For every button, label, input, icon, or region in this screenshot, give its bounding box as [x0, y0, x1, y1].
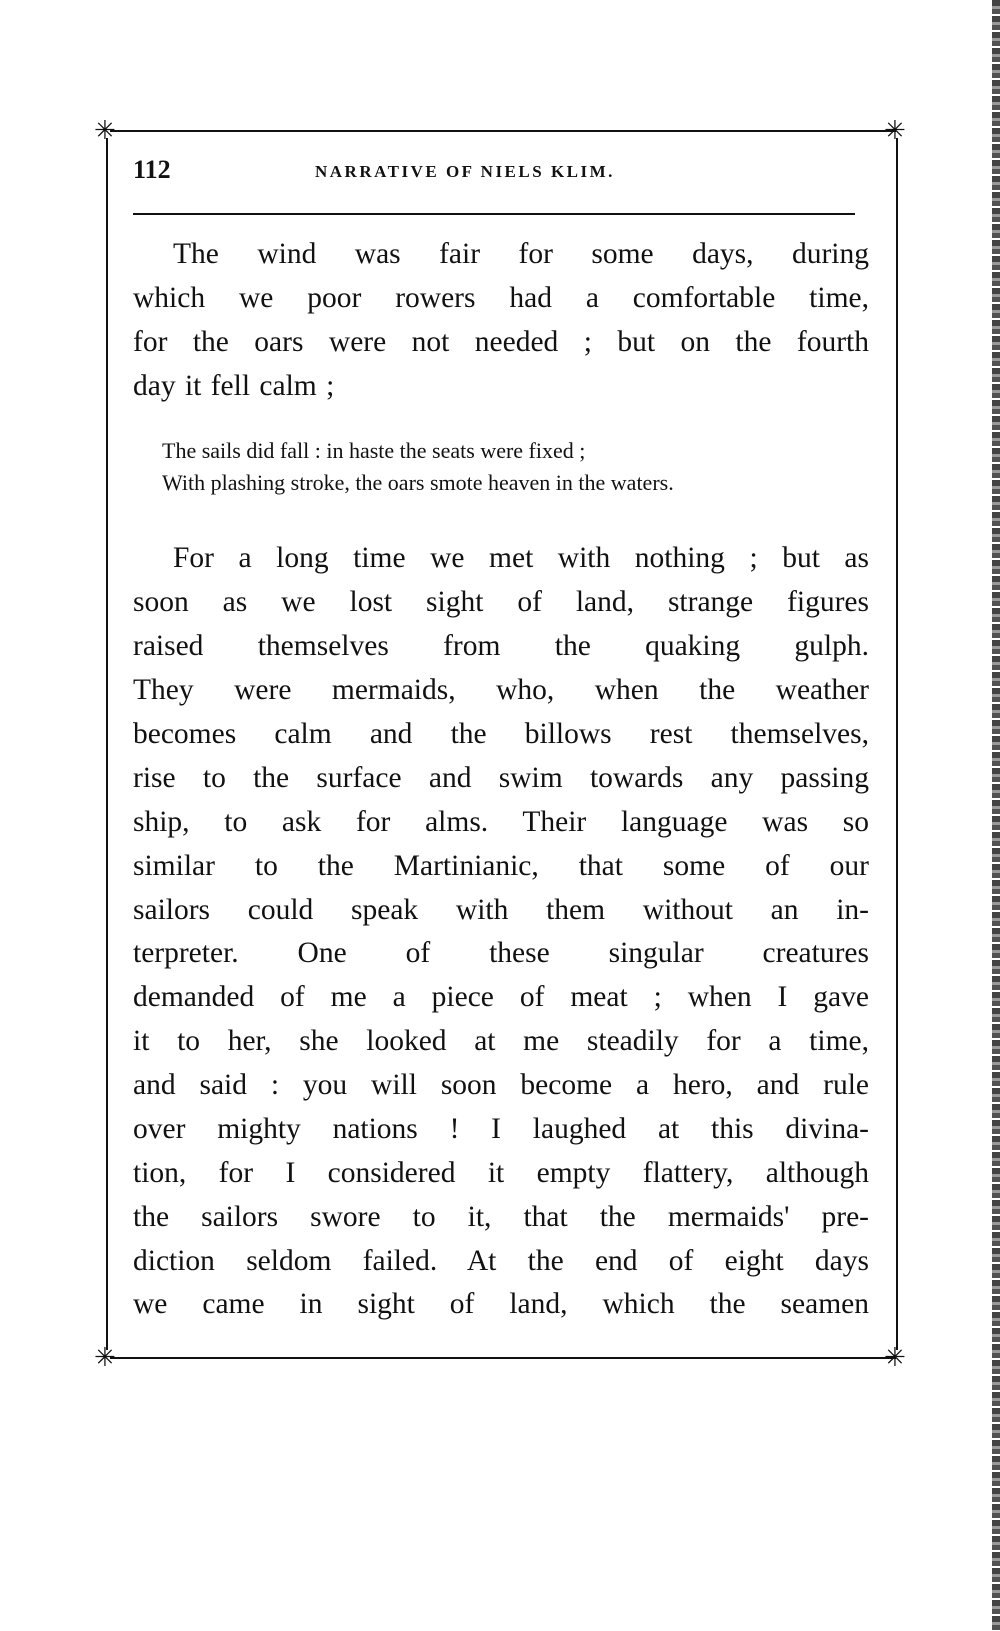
- corner-star-icon: ✳: [94, 1343, 116, 1373]
- text-line: it to her, she looked at me steadily for a time,: [133, 1025, 869, 1057]
- frame-top-rule: [110, 130, 896, 132]
- text-line: soon as we lost sight of land, strange figures: [133, 586, 869, 618]
- text-line: They were mermaids, who, when the weather: [133, 674, 869, 706]
- page-edge-shadow: [992, 0, 1000, 1631]
- text-line: and said : you will soon become a hero, and rule: [133, 1069, 869, 1101]
- text-line: The wind was fair for some days, during: [173, 238, 869, 270]
- text-line: sailors could speak with them without an in-: [133, 894, 869, 926]
- frame-left-rule: [106, 138, 108, 1350]
- corner-star-icon: ✳: [94, 116, 116, 146]
- text-line: day it fell calm ;: [133, 370, 335, 402]
- text-line: tion, for I considered it empty flattery, although: [133, 1157, 869, 1189]
- text-line: the sailors swore to it, that the mermaids' pre-: [133, 1201, 869, 1233]
- text-line: over mighty nations ! I laughed at this divina-: [133, 1113, 869, 1145]
- text-line: we came in sight of land, which the seamen: [133, 1288, 869, 1320]
- frame-bottom-rule: [110, 1357, 896, 1359]
- text-line: demanded of me a piece of meat ; when I gave: [133, 981, 869, 1013]
- header-rule: [133, 213, 855, 215]
- text-line: terpreter. One of these singular creatures: [133, 937, 869, 969]
- text-line: rise to the surface and swim towards any passing: [133, 762, 869, 794]
- corner-star-icon: ✳: [884, 116, 906, 146]
- page-number: 112: [133, 155, 171, 184]
- text-line: diction seldom failed. At the end of eight days: [133, 1245, 869, 1277]
- running-title: NARRATIVE OF NIELS KLIM.: [315, 162, 615, 181]
- verse-line: The sails did fall : in haste the seats were fixed ;: [162, 438, 586, 463]
- corner-star-icon: ✳: [884, 1343, 906, 1373]
- text-line: similar to the Martinianic, that some of our: [133, 850, 869, 882]
- text-line: becomes calm and the billows rest themselves,: [133, 718, 869, 750]
- verse-line: With plashing stroke, the oars smote heaven in the waters.: [162, 470, 674, 495]
- text-line: For a long time we met with nothing ; but as: [173, 542, 869, 574]
- text-line: raised themselves from the quaking gulph.: [133, 630, 869, 662]
- text-line: which we poor rowers had a comfortable time,: [133, 282, 869, 314]
- text-line: ship, to ask for alms. Their language was so: [133, 806, 869, 838]
- frame-right-rule: [896, 138, 898, 1350]
- text-line: for the oars were not needed ; but on the fourth: [133, 326, 869, 358]
